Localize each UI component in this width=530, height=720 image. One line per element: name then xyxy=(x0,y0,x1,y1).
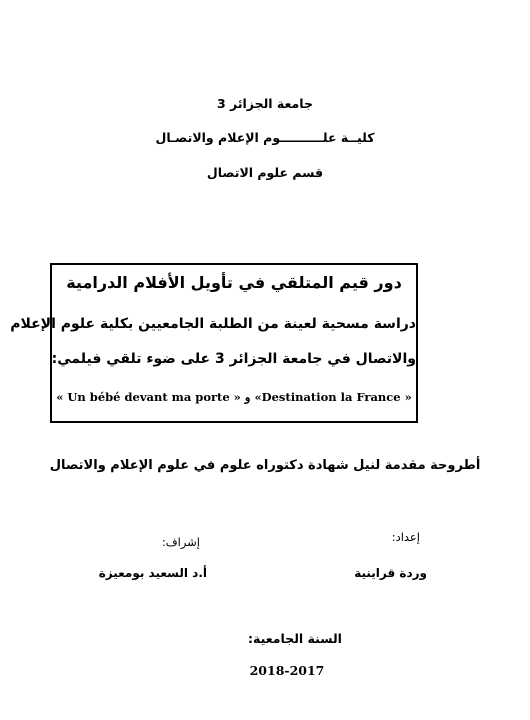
supervisor-label: إشراف: xyxy=(161,535,200,549)
title-box xyxy=(10,263,418,423)
thesis-title: دور قيم المتلقي في تأويل الأفلام الدرامية xyxy=(66,273,402,292)
faculty-name: كليــة علــــــــــوم الإعلام والاتصـال xyxy=(155,130,375,145)
title-subtitle-line-1: دراسة مسحية لعينة من الطلبة الجامعيين بكلية علوم الإعلام xyxy=(10,316,416,332)
thesis-statement: أطروحة مقدمة لنيل شهادة دكتوراه علوم في علوم الإعلام والاتصال xyxy=(49,458,481,473)
university-name: جامعة الجزائر 3 xyxy=(216,96,313,111)
supervisor-name: أ.د السعيد بومعيزة xyxy=(98,566,207,580)
title-subtitle-line-2: والاتصال في جامعة الجزائر 3 على ضوء تلقي فيلمي: xyxy=(51,351,416,367)
academic-year-value: 2018-2017 xyxy=(249,663,325,678)
student-name: وردة قراينية xyxy=(354,566,427,580)
film-titles: « Un bébé devant ma porte » و «Destination la France » xyxy=(56,390,412,404)
prepared-by-label: إعداد: xyxy=(391,530,420,544)
department-name: قسم علوم الاتصال xyxy=(206,165,324,180)
academic-year-label: السنة الجامعية: xyxy=(248,631,342,646)
